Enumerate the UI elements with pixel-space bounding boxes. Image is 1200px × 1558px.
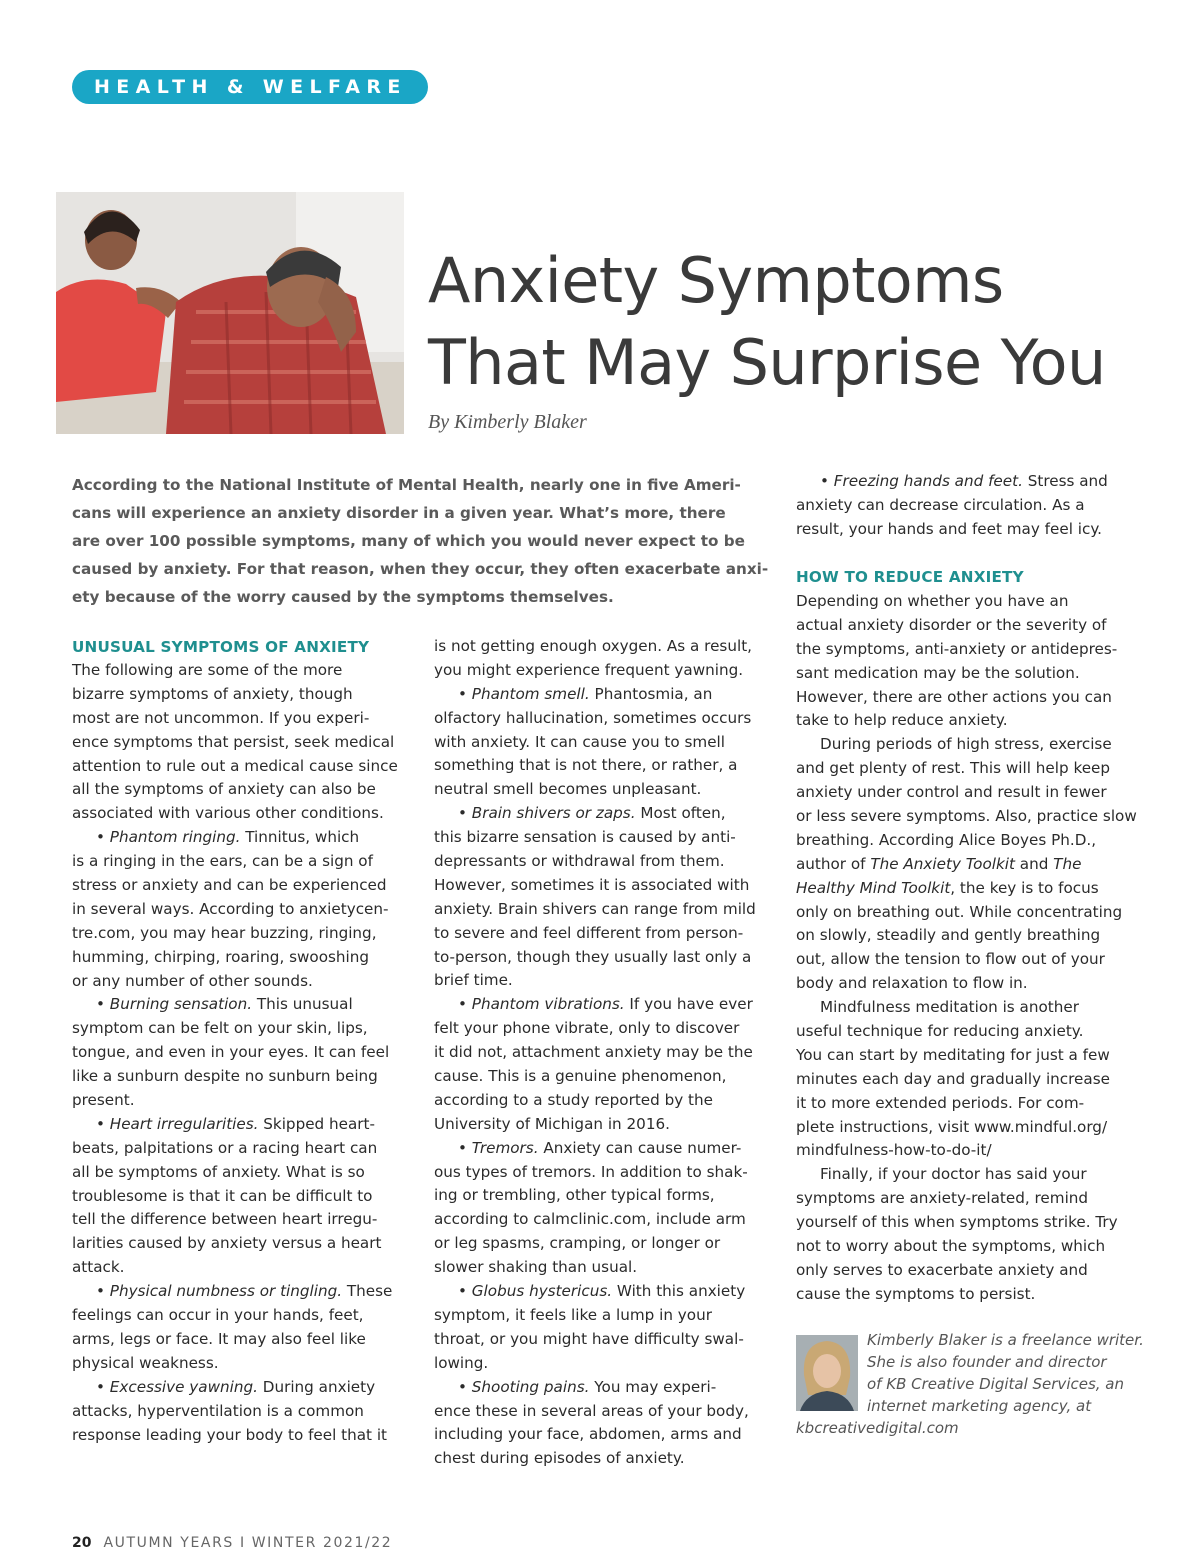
line-text: ous types of tremors. In addition to shak- [434, 1162, 748, 1181]
text-line [796, 805, 1136, 829]
italic-text: • Phantom smell. [458, 684, 590, 703]
line-text: Finally, if your doctor has said your [820, 1165, 1087, 1184]
bio-line: kbcreativedigital.com [796, 1419, 959, 1437]
page-footer [72, 1535, 392, 1551]
line-text: author of [796, 854, 871, 873]
text-line [434, 754, 774, 778]
line-text: symptom can be felt on your skin, lips, [72, 1019, 368, 1038]
text-line [434, 1208, 774, 1232]
text-line [72, 1280, 412, 1304]
text-line [434, 874, 774, 898]
line-text: tongue, and even in your eyes. It can feel [72, 1043, 390, 1062]
line-text: brief time. [434, 971, 513, 990]
text-line [796, 1163, 1136, 1187]
text-line [434, 1113, 774, 1137]
text-line [434, 1447, 774, 1471]
line-text: actual anxiety disorder or the severity of [796, 615, 1107, 634]
line-text: breathing. According Alice Boyes Ph.D., [796, 830, 1097, 849]
text-line [796, 972, 1136, 996]
text-line [796, 924, 1136, 948]
text-line [796, 757, 1136, 781]
text-line [434, 707, 774, 731]
line-text: You may experi- [589, 1377, 717, 1396]
line-text: bizarre symptoms of anxiety, though [72, 684, 353, 703]
text-line [72, 778, 412, 802]
text-line [796, 709, 1136, 733]
line-text: arms, legs or face. It may also feel like [72, 1329, 366, 1348]
line-text: useful technique for reducing anxiety. [796, 1022, 1084, 1041]
text-line [796, 829, 1136, 853]
line-text: body and relaxation to flow in. [796, 974, 1028, 993]
text-line [72, 1017, 412, 1041]
line-text: larities caused by anxiety versus a heart [72, 1234, 382, 1253]
line-text: yourself of this when symptoms strike. Try [796, 1213, 1118, 1232]
text-line [72, 922, 412, 946]
intro-paragraph [72, 471, 772, 611]
line-text: ence symptoms that persist, seek medical [72, 732, 395, 751]
line-text: to severe and feel different from person- [434, 923, 744, 942]
italic-text: • Phantom vibrations. [458, 995, 625, 1014]
text-line [434, 1280, 774, 1304]
line-text: Anxiety can cause numer- [538, 1138, 742, 1157]
line-text: response leading your body to feel that it [72, 1425, 387, 1444]
line-text: anxiety can decrease circulation. As a [796, 495, 1085, 514]
line-text: olfactory hallucination, sometimes occurs [434, 708, 752, 727]
text-line [796, 662, 1136, 686]
bio-line: Kimberly Blaker is a freelance writer. [867, 1331, 1144, 1349]
intro-line: ety because of the worry caused by the symptoms themselves. [72, 588, 614, 606]
text-line [796, 901, 1136, 925]
line-text: on slowly, steadily and gently breathing [796, 926, 1101, 945]
line-text: attention to rule out a medical cause since [72, 756, 398, 775]
text-line [796, 470, 1136, 494]
text-line [72, 707, 412, 731]
line-text: sant medication may be the solution. [796, 663, 1080, 682]
line-text: anxiety under control and result in fewer [796, 783, 1107, 802]
line-text: Depending on whether you have an [796, 592, 1069, 610]
line-text: humming, chirping, roaring, swooshing [72, 947, 370, 966]
line-text: tre.com, you may hear buzzing, ringing, [72, 923, 377, 942]
text-line [796, 614, 1136, 638]
line-text: plete instructions, visit www.mindful.org/ [796, 1117, 1108, 1136]
line-text: this bizarre sensation is caused by anti- [434, 828, 736, 847]
text-line [72, 874, 412, 898]
text-line [796, 996, 1136, 1020]
line-text: ence these in several areas of your body, [434, 1401, 749, 1420]
line-text: not to worry about the symptoms, which [796, 1237, 1106, 1256]
text-line [72, 826, 412, 850]
line-text: and [1014, 854, 1054, 873]
line-text: or leg spasms, cramping, or longer or [434, 1234, 721, 1253]
line-text: However, there are other actions you can [796, 687, 1112, 706]
text-line [796, 1211, 1136, 1235]
text-line [72, 1065, 412, 1089]
line-text: or any number of other sounds. [72, 971, 313, 990]
bio-line: She is also founder and director [867, 1353, 1107, 1371]
text-line [796, 494, 1136, 518]
line-text: Skipped heart- [258, 1114, 375, 1133]
line-text: most are not uncommon. If you experi- [72, 708, 370, 727]
text-line [72, 1185, 412, 1209]
column-3 [796, 590, 1136, 1307]
italic-text: • Physical numbness or tingling. [96, 1282, 343, 1301]
text-line [434, 659, 774, 683]
italic-text: • Shooting pains. [458, 1377, 590, 1396]
text-line [796, 1116, 1136, 1140]
text-line [72, 1400, 412, 1424]
text-line [434, 1352, 774, 1376]
text-line [72, 659, 412, 683]
text-line [72, 1256, 412, 1280]
text-line [72, 993, 412, 1017]
line-text: anxiety. Brain shivers can range from mild [434, 899, 756, 918]
line-text: ing or trembling, other typical forms, [434, 1186, 715, 1205]
line-text: attack. [72, 1258, 125, 1277]
line-text: felt your phone vibrate, only to discover [434, 1019, 740, 1038]
italic-text: • Phantom ringing. [96, 828, 241, 847]
text-line [72, 683, 412, 707]
line-text: During periods of high stress, exercise [820, 735, 1112, 754]
line-text: including your face, abdomen, arms and [434, 1425, 742, 1444]
line-text: attacks, hyperventilation is a common [72, 1401, 364, 1420]
byline: By Kimberly Blaker [428, 411, 587, 433]
text-line [796, 1068, 1136, 1092]
line-text: according to a study reported by the [434, 1090, 713, 1109]
text-line [796, 686, 1136, 710]
line-text: something that is not there, or rather, a [434, 756, 738, 775]
text-line [796, 948, 1136, 972]
line-text: you might experience frequent yawning. [434, 660, 744, 679]
italic-text: • Excessive yawning. [96, 1377, 258, 1396]
intro-line: According to the National Institute of Mental Health, nearly one in five Ameri- [72, 476, 741, 494]
italic-text: • Burning sensation. [96, 995, 253, 1014]
text-line [796, 1283, 1136, 1307]
line-text: like a sunburn despite no sunburn being [72, 1067, 378, 1086]
author-bio [796, 1329, 1156, 1439]
line-text: cause the symptoms to persist. [796, 1284, 1036, 1303]
line-text: With this anxiety [612, 1282, 746, 1301]
text-line [434, 1376, 774, 1400]
text-line [796, 877, 1136, 901]
title-line-2: That May Surprise You [428, 326, 1106, 399]
text-line [796, 1235, 1136, 1259]
line-text: Stress and [1022, 472, 1108, 490]
text-line [434, 1089, 774, 1113]
column-1 [72, 659, 412, 1447]
text-line [434, 1400, 774, 1424]
line-text: , the key is to focus [950, 878, 1099, 897]
line-text: University of Michigan in 2016. [434, 1114, 670, 1133]
article-title [428, 240, 1168, 404]
heading-reduce-anxiety: HOW TO REDUCE ANXIETY [796, 568, 1024, 586]
text-line [72, 1161, 412, 1185]
text-line [796, 518, 1136, 542]
text-line [72, 1376, 412, 1400]
line-text: and get plenty of rest. This will help keep [796, 759, 1111, 778]
text-line [796, 1187, 1136, 1211]
text-line [434, 1304, 774, 1328]
text-line [796, 1139, 1136, 1163]
line-text: all be symptoms of anxiety. What is so [72, 1162, 365, 1181]
line-text: physical weakness. [72, 1353, 219, 1372]
text-line [796, 1092, 1136, 1116]
line-text: or less severe symptoms. Also, practice slow [796, 807, 1137, 826]
text-line [72, 731, 412, 755]
line-text: troublesome is that it can be difficult to [72, 1186, 373, 1205]
line-text: symptoms are anxiety-related, remind [796, 1189, 1089, 1208]
text-line [434, 1137, 774, 1161]
text-line [434, 1232, 774, 1256]
text-line [434, 850, 774, 874]
text-line [434, 802, 774, 826]
italic-text: • Tremors. [458, 1138, 539, 1157]
text-line [434, 826, 774, 850]
text-line [434, 1161, 774, 1185]
line-text: Most often, [635, 804, 726, 823]
text-line [434, 993, 774, 1017]
line-text: cause. This is a genuine phenomenon, [434, 1067, 727, 1086]
text-line [434, 1328, 774, 1352]
section-tag: HEALTH & WELFARE [72, 70, 428, 104]
line-text: to-person, though they usually last only a [434, 947, 752, 966]
line-text: mindfulness-how-to-do-it/ [796, 1141, 992, 1160]
intro-line: caused by anxiety. For that reason, when they occur, they often exacerbate anxi- [72, 560, 769, 578]
line-text: feelings can occur in your hands, feet, [72, 1306, 364, 1325]
text-line [434, 1017, 774, 1041]
line-text: lowing. [434, 1353, 489, 1372]
text-line [434, 731, 774, 755]
text-line [434, 635, 774, 659]
line-text: according to calmclinic.com, include arm [434, 1210, 746, 1229]
text-line [796, 1020, 1136, 1044]
italic-text: • Heart irregularities. [96, 1114, 259, 1133]
text-line [434, 683, 774, 707]
line-text: You can start by meditating for just a few [796, 1045, 1110, 1064]
text-line [72, 1328, 412, 1352]
line-text: throat, or you might have difficulty swal- [434, 1329, 744, 1348]
line-text: with anxiety. It can cause you to smell [434, 732, 726, 751]
line-text: all the symptoms of anxiety can also be [72, 780, 376, 799]
text-line [434, 946, 774, 970]
text-line [796, 853, 1136, 877]
text-line [72, 802, 412, 826]
line-text: only on breathing out. While concentrating [796, 902, 1123, 921]
line-text: associated with various other conditions. [72, 804, 384, 823]
text-line [72, 755, 412, 779]
column-2 [434, 635, 774, 1471]
bio-line: internet marketing agency, at [867, 1397, 1092, 1415]
line-text: symptom, it feels like a lump in your [434, 1305, 712, 1324]
line-text: chest during episodes of anxiety. [434, 1449, 685, 1468]
text-line [72, 1304, 412, 1328]
text-line [72, 1424, 412, 1448]
line-text: it to more extended periods. For com- [796, 1093, 1085, 1112]
intro-line: cans will experience an anxiety disorder in a given year. What’s more, there [72, 504, 726, 522]
text-line [434, 898, 774, 922]
text-line [72, 1208, 412, 1232]
italic-text: The Anxiety Toolkit [870, 854, 1015, 873]
italic-text: • Globus hystericus. [458, 1282, 613, 1301]
line-text: result, your hands and feet may feel icy. [796, 519, 1102, 538]
italic-text: • Freezing hands and feet. [820, 472, 1023, 490]
line-text: out, allow the tension to flow out of your [796, 950, 1105, 969]
text-line [72, 1089, 412, 1113]
text-line [796, 1259, 1136, 1283]
text-line [796, 1044, 1136, 1068]
line-text: in several ways. According to anxietycen- [72, 899, 389, 918]
line-text: This unusual [252, 995, 353, 1014]
column-3-top [796, 470, 1136, 542]
text-line [72, 970, 412, 994]
line-text: present. [72, 1091, 135, 1110]
article-photo [56, 192, 404, 434]
text-line [434, 1184, 774, 1208]
line-text: Tinnitus, which [240, 828, 360, 847]
text-line [434, 969, 774, 993]
intro-line: are over 100 possible symptoms, many of which you would never expect to be [72, 532, 745, 550]
text-line [72, 850, 412, 874]
text-line [796, 733, 1136, 757]
bio-line: of KB Creative Digital Services, an [867, 1375, 1125, 1393]
line-text: is a ringing in the ears, can be a sign of [72, 852, 373, 871]
line-text: the symptoms, anti-anxiety or antidepres- [796, 639, 1118, 658]
text-line [434, 778, 774, 802]
title-line-1: Anxiety Symptoms [428, 244, 1004, 317]
line-text: is not getting enough oxygen. As a result, [434, 637, 752, 655]
publication-info: AUTUMN YEARS I WINTER 2021/22 [103, 1535, 393, 1551]
line-text: it did not, attachment anxiety may be the [434, 1043, 753, 1062]
line-text: Phantosmia, an [589, 684, 713, 703]
line-text: only serves to exacerbate anxiety and [796, 1260, 1088, 1279]
text-line [796, 781, 1136, 805]
line-text: beats, palpitations or a racing heart can [72, 1138, 378, 1157]
text-line [72, 1232, 412, 1256]
text-line [434, 1065, 774, 1089]
line-text: slower shaking than usual. [434, 1258, 638, 1277]
line-text: stress or anxiety and can be experienced [72, 876, 387, 895]
line-text: take to help reduce anxiety. [796, 711, 1008, 730]
heading-unusual-symptoms: UNUSUAL SYMPTOMS OF ANXIETY [72, 638, 370, 656]
line-text: These [342, 1282, 393, 1301]
text-line [434, 1256, 774, 1280]
italic-text: • Brain shivers or zaps. [458, 804, 636, 823]
text-line [72, 1352, 412, 1376]
line-text: neutral smell becomes unpleasant. [434, 780, 702, 799]
italic-text: The [1053, 854, 1082, 873]
text-line [72, 946, 412, 970]
page-number: 20 [72, 1535, 92, 1551]
text-line [796, 638, 1136, 662]
text-line [72, 1137, 412, 1161]
text-line [434, 1041, 774, 1065]
line-text: If you have ever [624, 995, 753, 1014]
line-text: During anxiety [257, 1377, 376, 1396]
line-text: Mindfulness meditation is another [820, 998, 1079, 1017]
line-text: minutes each day and gradually increase [796, 1069, 1110, 1088]
line-text: The following are some of the more [72, 661, 343, 679]
line-text: tell the difference between heart irregu- [72, 1210, 378, 1229]
text-line [434, 1423, 774, 1447]
text-line [72, 1113, 412, 1137]
italic-text: Healthy Mind Toolkit [796, 878, 951, 897]
line-text: However, sometimes it is associated with [434, 875, 750, 894]
text-line [72, 1041, 412, 1065]
text-line [796, 590, 1136, 614]
line-text: depressants or withdrawal from them. [434, 852, 725, 871]
text-line [434, 922, 774, 946]
text-line [72, 898, 412, 922]
